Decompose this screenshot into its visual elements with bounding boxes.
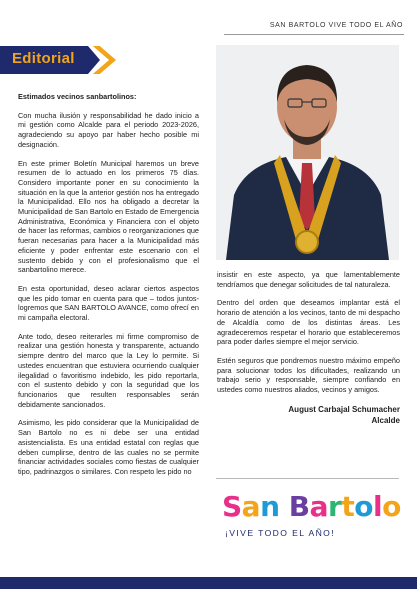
letter-paragraph: Estén seguros que pondremos nuestro máximo empeño para solucionar todos los dificultades, realizando un trabajo serio y responsable, siempre confiando en ustedes como nuestros aliados, vecinos y amigos. <box>217 355 400 395</box>
logo-slogan: ¡VIVE TODO EL AÑO! <box>225 528 336 538</box>
letter-paragraph: insistir en este aspecto, ya que lamentablemente tendríamos que denegar solicitudes de tal naturaleza. <box>217 270 400 289</box>
letter-paragraph: Con mucha ilusión y responsabilidad he dado inicio a mi gestión como Alcalde para el periodo 2023-2026, agradeciendo su apoyo par haber hecho posible mi designación. <box>18 110 199 149</box>
logo-letter: t <box>341 490 355 523</box>
logo-letter: o <box>382 490 401 523</box>
signature-name: August Carbajal Schumacher <box>288 404 400 414</box>
logo-letter: a <box>309 490 329 523</box>
mayor-portrait-illustration <box>216 45 399 260</box>
logo-letter: r <box>328 490 342 523</box>
letter-paragraph: Ante todo, deseo reiterarles mi firme compromiso de realizar una gestión honesta y transparente, actuando siempre dentro del marco que la Ley lo permite. Si ustedes encuentran que estuviera ocurriendo cualquier ilegalidad o favoritismo indebido, les pido reportarla, con el sustento debido y con la seguridad que los funcionarios que resulten responsables serán debidamente sancionados. <box>18 331 199 409</box>
logo-letter <box>280 490 289 523</box>
signature-block <box>217 404 400 426</box>
logo-letter: B <box>288 490 310 523</box>
letter-paragraph: Asimismo, les pido considerar que la Municipalidad de San Bartolo no es ni debe ser una entidad asistencialista. Es una entidad estatal con reglas que deben cumplirse, dentro de las cuales no se permite financiar actividades sociales como fiestas de cualquier tipo, padrinazgos o similares. Con respeto les pido no <box>18 418 199 476</box>
letter-paragraph: En esta oportunidad, deseo aclarar ciertos aspectos que les pido tomar en cuenta para que – todos juntos- logremos que SAN BARTOLO AVANCE, como ofrecí en mi campaña electoral. <box>18 283 199 323</box>
header-divider <box>224 34 404 35</box>
mayor-portrait <box>216 45 399 260</box>
logo-letter: n <box>260 490 280 523</box>
header-tagline: SAN BARTOLO VIVE TODO EL AÑO <box>269 22 403 29</box>
letter-left-column <box>18 92 199 486</box>
letter-paragraph: En este primer Boletín Municipal haremos un breve resumen de lo actuado en los primeros 75 días. Considero importante poner en su conocimiento la situación en la que la anterior gestión nos ha entregado la Municipalidad. Ello nos ha obligado a decretar la Municipalidad de San Bartolo en Estado de Emergencia Administrativa, Económica y Financiera con el objeto de hacer las reformas, cambios o reorganizaciones que fueran necesarias para hacer a la Municipalidad más eficiente y poder enfrentar este escenario con el sustento debido y con el profesionalismo que el sanbartolino merece. <box>18 158 199 275</box>
logo-letter: a <box>241 490 261 523</box>
logo-divider <box>216 478 399 479</box>
logo-letter: o <box>354 490 373 523</box>
letter-paragraph: Dentro del orden que deseamos implantar está el horario de atención a los vecinos, tanto de mi despacho de Alcaldía como de los distintas áreas. Les agradeceremos respetar el horario que estableceremos para poder darles siempre el mejor servicio. <box>217 298 400 347</box>
letter-greeting: Estimados vecinos sanbartolinos: <box>18 92 137 101</box>
footer-bar <box>0 577 417 589</box>
san-bartolo-logo <box>222 490 401 550</box>
logo-letter: S <box>222 490 242 523</box>
section-title: Editorial <box>12 50 75 67</box>
logo-wordmark <box>222 490 401 523</box>
logo-letter: l <box>372 490 383 523</box>
letter-right-column <box>217 270 400 426</box>
signature-title: Alcalde <box>371 415 400 425</box>
